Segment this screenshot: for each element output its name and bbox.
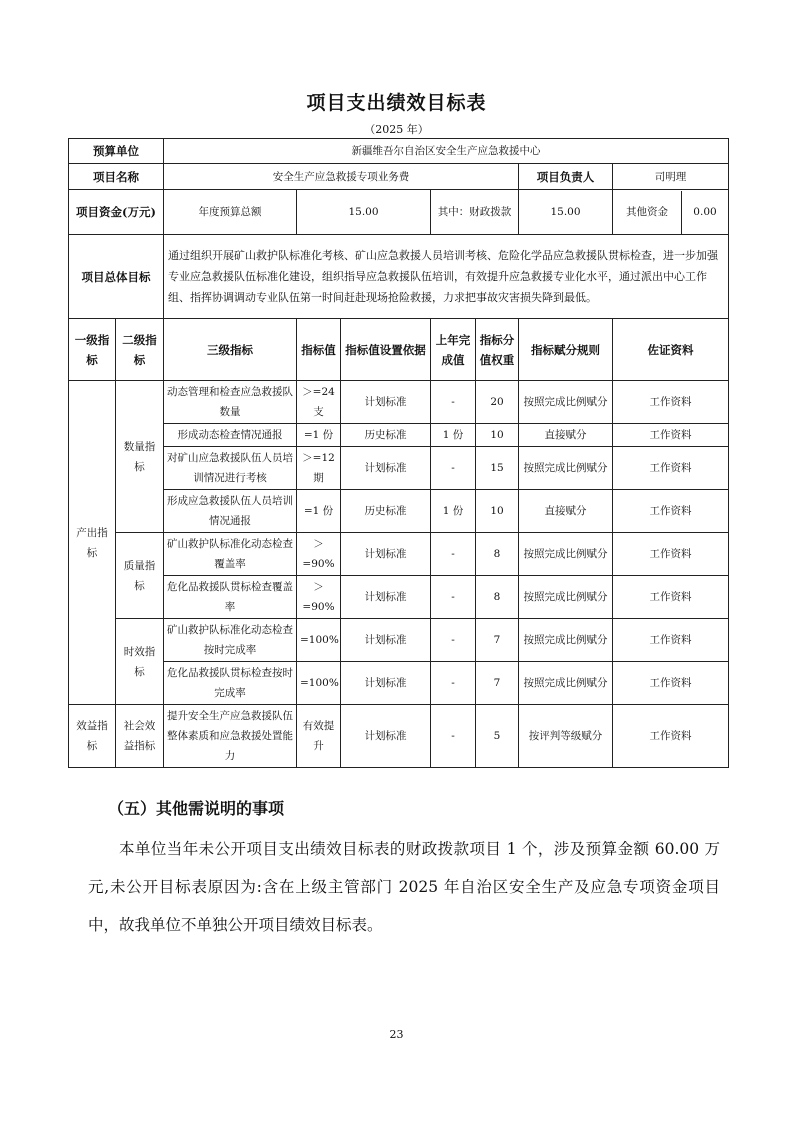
- rule-cell: 按照完成比例赋分: [519, 447, 613, 490]
- rule-cell: 直接赋分: [519, 490, 613, 533]
- header-rule: 指标赋分规则: [519, 319, 613, 381]
- table-row: [69, 662, 729, 705]
- table-row: [69, 490, 729, 533]
- page-number: 23: [389, 1028, 404, 1041]
- owner-value: 司明理: [613, 164, 729, 190]
- basis-cell: 计划标准: [341, 662, 431, 705]
- table-row: [69, 705, 729, 768]
- last-year-cell: 1 份: [431, 490, 476, 533]
- weight-cell: 15: [476, 447, 519, 490]
- level2-cell: 时效指标: [116, 619, 164, 705]
- header-level2: 二级指标: [116, 319, 164, 381]
- table-row: [69, 533, 729, 576]
- evidence-cell: 工作资料: [613, 447, 729, 490]
- doc-title: 项目支出绩效目标表: [306, 92, 487, 114]
- fiscal-label: 其中：财政拨款: [431, 190, 519, 235]
- rule-cell: 直接赋分: [519, 424, 613, 447]
- value-cell: ＞=12期: [297, 447, 341, 490]
- level3-cell: 动态管理和检查应急救援队数量: [164, 381, 297, 424]
- level2-cell: 数量指标: [116, 381, 164, 533]
- name-label: 项目名称: [69, 164, 164, 190]
- header-basis: 指标值设置依据: [341, 319, 431, 381]
- rule-cell: 按照完成比例赋分: [519, 381, 613, 424]
- rule-cell: 按照完成比例赋分: [519, 619, 613, 662]
- value-cell: ＞=24支: [297, 381, 341, 424]
- weight-cell: 10: [476, 490, 519, 533]
- rule-cell: 按评判等级赋分: [519, 705, 613, 768]
- table-row: [69, 447, 729, 490]
- last-year-cell: -: [431, 381, 476, 424]
- rule-cell: 按照完成比例赋分: [519, 662, 613, 705]
- value-cell: ＞=90%: [297, 576, 341, 619]
- level3-cell: 对矿山应急救援队伍人员培训情况进行考核: [164, 447, 297, 490]
- value-cell: =100%: [297, 619, 341, 662]
- level3-cell: 危化品救援队贯标检查按时完成率: [164, 662, 297, 705]
- goal-label: 项目总体目标: [69, 235, 164, 319]
- level3-cell: 危化品救援队贯标检查覆盖率: [164, 576, 297, 619]
- performance-table: [68, 138, 729, 768]
- level2-cell: 质量指标: [116, 533, 164, 619]
- rule-cell: 按照完成比例赋分: [519, 576, 613, 619]
- value-cell: =1 份: [297, 424, 341, 447]
- total-label: 年度预算总额: [164, 190, 297, 235]
- header-level3: 三级指标: [164, 319, 297, 381]
- level3-cell: 提升安全生产应急救援队伍整体素质和应急救援处置能力: [164, 705, 297, 768]
- unit-label: 预算单位: [69, 139, 164, 164]
- value-cell: ＞=90%: [297, 533, 341, 576]
- doc-year: （2025 年）: [364, 123, 429, 136]
- weight-cell: 7: [476, 619, 519, 662]
- evidence-cell: 工作资料: [613, 381, 729, 424]
- evidence-cell: 工作资料: [613, 662, 729, 705]
- table-row: [69, 424, 729, 447]
- other-label: 其他资金: [613, 191, 682, 234]
- last-year-cell: -: [431, 533, 476, 576]
- header-value: 指标值: [297, 319, 341, 381]
- level1-cell: 产出指标: [69, 381, 116, 705]
- fund-label: 项目资金(万元): [69, 190, 164, 235]
- basis-cell: 历史标准: [341, 490, 431, 533]
- last-year-cell: -: [431, 662, 476, 705]
- rule-cell: 按照完成比例赋分: [519, 533, 613, 576]
- basis-cell: 历史标准: [341, 424, 431, 447]
- body-paragraph: 本单位当年未公开项目支出绩效目标表的财政拨款项目 1 个，涉及预算金额 60.00 万元,未公开目标表原因为:含在上级主管部门 2025 年自治区安全生产及应急专项资金项目中，故我单位不单独公开项目绩效目标表。: [88, 840, 720, 934]
- weight-cell: 8: [476, 533, 519, 576]
- evidence-cell: 工作资料: [613, 490, 729, 533]
- weight-cell: 5: [476, 705, 519, 768]
- weight-cell: 7: [476, 662, 519, 705]
- basis-cell: 计划标准: [341, 576, 431, 619]
- header-level1: 一级指标: [69, 319, 116, 381]
- evidence-cell: 工作资料: [613, 533, 729, 576]
- header-evidence: 佐证资料: [613, 319, 729, 381]
- table-row: [69, 576, 729, 619]
- value-cell: =100%: [297, 662, 341, 705]
- last-year-cell: -: [431, 619, 476, 662]
- goal-value: 通过组织开展矿山救护队标准化考核、矿山应急救援人员培训考核、危险化学品应急救援队贯标检查，进一步加强专业应急救援队伍标准化建设，组织指导应急救援队伍培训，有效提升应急救援专业化水平，通过派出中心工作组、指挥协调调动专业队伍第一时间赶赴现场抢险救援，力求把事故灾害损失降到最低。: [164, 235, 729, 319]
- section-title: （五）其他需说明的事项: [108, 799, 285, 818]
- evidence-cell: 工作资料: [613, 619, 729, 662]
- basis-cell: 计划标准: [341, 705, 431, 768]
- last-year-cell: -: [431, 576, 476, 619]
- basis-cell: 计划标准: [341, 533, 431, 576]
- other-value: 0.00: [693, 206, 717, 218]
- unit-value: 新疆维吾尔自治区安全生产应急救援中心: [164, 139, 729, 164]
- level3-cell: 矿山救护队标准化动态检查覆盖率: [164, 533, 297, 576]
- basis-cell: 计划标准: [341, 619, 431, 662]
- header-weight: 指标分值权重: [476, 319, 519, 381]
- evidence-cell: 工作资料: [613, 705, 729, 768]
- name-value: 安全生产应急救援专项业务费: [164, 164, 519, 190]
- level3-cell: 形成动态检查情况通报: [164, 424, 297, 447]
- fiscal-value: 15.00: [519, 190, 613, 235]
- last-year-cell: -: [431, 705, 476, 768]
- level3-cell: 形成应急救援队伍人员培训情况通报: [164, 490, 297, 533]
- weight-cell: 10: [476, 424, 519, 447]
- last-year-cell: -: [431, 447, 476, 490]
- evidence-cell: 工作资料: [613, 424, 729, 447]
- level1-cell: 效益指标: [69, 705, 116, 768]
- table-row: [69, 381, 729, 424]
- table-row: [69, 619, 729, 662]
- total-value: 15.00: [297, 190, 431, 235]
- header-last-year: 上年完成值: [431, 319, 476, 381]
- level2-cell: 社会效益指标: [116, 705, 164, 768]
- value-cell: 有效提升: [297, 705, 341, 768]
- weight-cell: 8: [476, 576, 519, 619]
- weight-cell: 20: [476, 381, 519, 424]
- level3-cell: 矿山救护队标准化动态检查按时完成率: [164, 619, 297, 662]
- basis-cell: 计划标准: [341, 447, 431, 490]
- value-cell: =1 份: [297, 490, 341, 533]
- owner-label: 项目负责人: [519, 164, 613, 190]
- basis-cell: 计划标准: [341, 381, 431, 424]
- last-year-cell: 1 份: [431, 424, 476, 447]
- evidence-cell: 工作资料: [613, 576, 729, 619]
